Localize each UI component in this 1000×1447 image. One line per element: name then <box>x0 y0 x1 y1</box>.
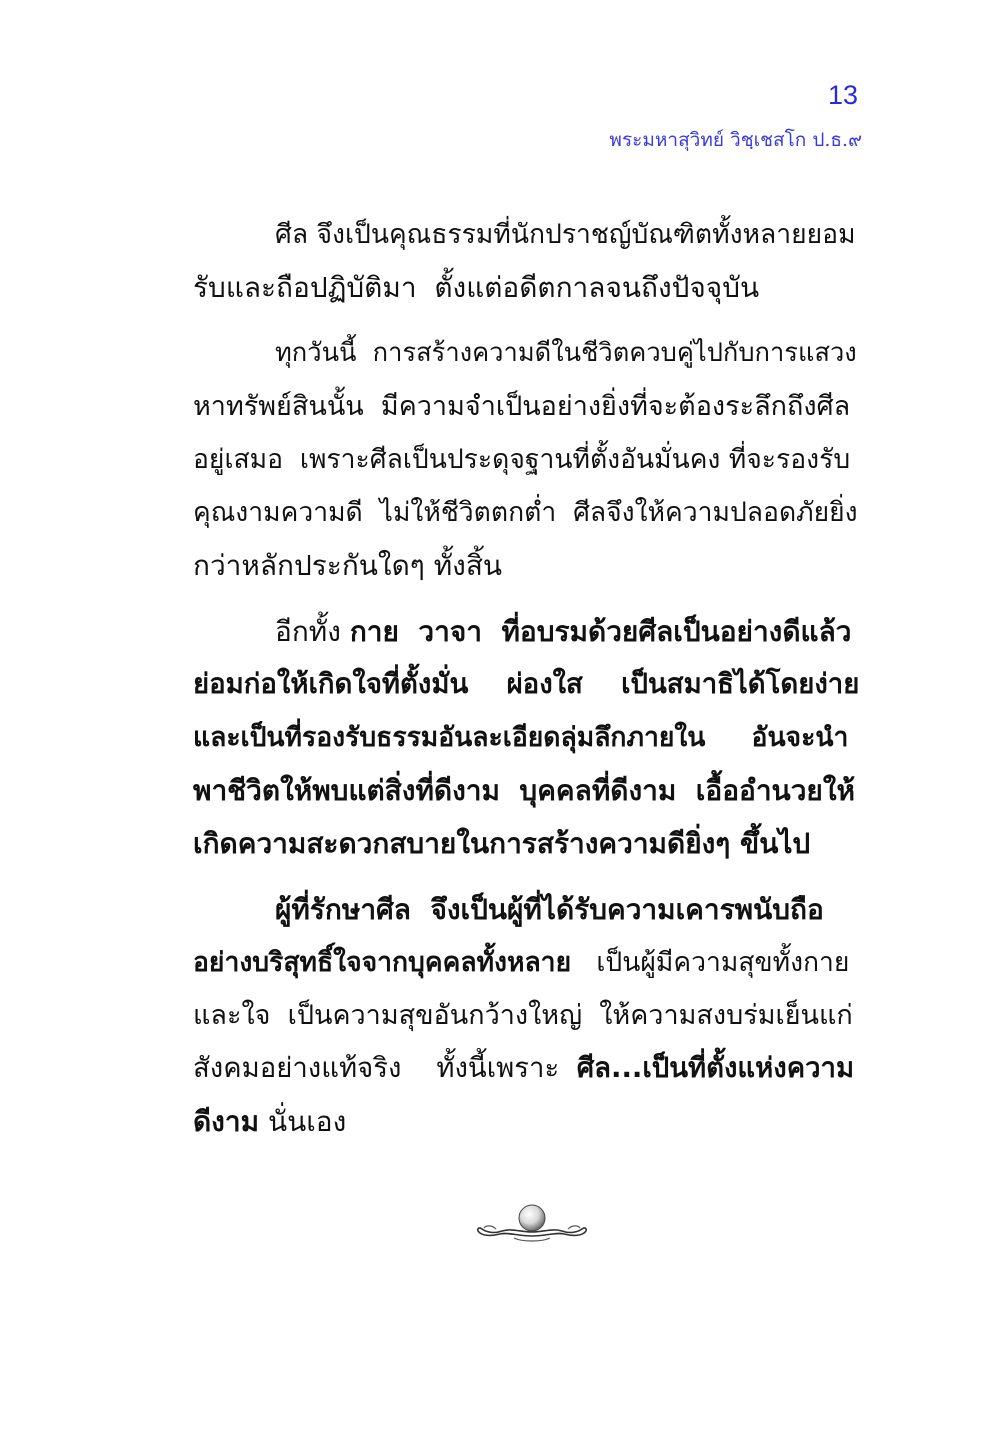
text-segment: ทุกวันนี้ การสร้างความดีในชีวิตควบคู่ไปกับการแสวง <box>275 338 857 368</box>
text-line <box>193 658 859 711</box>
text-line <box>193 711 859 764</box>
text-segment: รับและถือปฏิบัติมา ตั้งแต่อดีตกาลจนถึงปัจจุบัน <box>193 271 760 304</box>
text-line <box>193 764 859 817</box>
bold-text-segment: ดีงาม <box>193 1105 260 1138</box>
text-line <box>193 1095 859 1148</box>
bold-text-segment: ย่อมก่อให้เกิดใจที่ตั้งมั่น ผ่องใส เป็นสมาธิได้โดยง่าย <box>193 668 860 700</box>
text-segment: คุณงามความดี ไม่ให้ชีวิตตกต่ำ ศีลจึงให้ความปลอดภัยยิ่ง <box>193 497 858 528</box>
paragraph <box>193 883 859 1148</box>
text-segment: ศีล จึงเป็นคุณธรรมที่นักปราชญ์บัณฑิตทั้งหลายยอม <box>275 219 856 250</box>
bold-text-segment: และเป็นที่รองรับธรรมอันละเอียดลุ่มลึกภายใน อันจะนำ <box>193 722 849 753</box>
page-number: 13 <box>827 80 858 110</box>
paragraph <box>193 605 859 870</box>
running-header: พระมหาสุวิทย์ วิชฺเชสโก ป.ธ.๙ <box>609 129 862 151</box>
text-segment: อยู่เสมอ เพราะศีลเป็นประดุจฐานที่ตั้งอันมั่นคง ที่จะรองรับ <box>193 444 851 475</box>
bold-text-segment: เกิดความสะดวกสบายในการสร้างความดียิ่งๆ ขึ้นไป <box>193 827 811 860</box>
pearl-flourish-icon <box>472 1198 592 1248</box>
bold-text-segment: อย่างบริสุทธิ์ใจจากบุคคลทั้งหลาย <box>193 947 572 978</box>
text-line <box>193 989 859 1042</box>
text-line <box>193 883 859 936</box>
text-line <box>193 817 859 870</box>
paragraph <box>193 327 859 592</box>
paragraph <box>193 208 859 314</box>
text-line <box>193 261 859 314</box>
text-segment: และใจ เป็นความสุขอันกว้างใหญ่ ให้ความสงบร่มเย็นแก่ <box>193 1000 853 1031</box>
bold-text-segment: ผู้ที่รักษาศีล จึงเป็นผู้ที่ได้รับความเคารพนับถือ <box>275 893 824 926</box>
text-segment: สังคมอย่างแท้จริง ทั้งนี้เพราะ <box>193 1052 577 1084</box>
text-segment: นั่นเอง <box>259 1105 347 1138</box>
body-text <box>193 208 859 1161</box>
text-line <box>193 208 859 261</box>
text-segment: หาทรัพย์สินนั้น มีความจำเป็นอย่างยิ่งที่จะต้องระลึกถึงศีล <box>193 391 851 422</box>
text-line <box>193 1042 859 1095</box>
text-line <box>193 380 859 433</box>
text-segment: เป็นผู้มีความสุขทั้งกาย <box>571 947 850 978</box>
bold-text-segment: ศีล...เป็นที่ตั้งแห่งความ <box>576 1052 855 1084</box>
text-line <box>193 539 859 592</box>
bold-text-segment: พาชีวิตให้พบแต่สิ่งที่ดีงาม บุคคลที่ดีงาม เอื้ออำนวยให้ <box>193 774 855 807</box>
text-line <box>193 936 859 989</box>
text-segment: กว่าหลักประกันใดๆ ทั้งสิ้น <box>193 549 503 582</box>
text-line <box>193 433 859 486</box>
text-line <box>193 327 859 380</box>
text-line <box>193 605 859 658</box>
text-line <box>193 486 859 539</box>
text-segment: อีกทั้ง <box>275 615 350 648</box>
bold-text-segment: กาย วาจา ที่อบรมด้วยศีลเป็นอย่างดีแล้ว <box>349 615 852 648</box>
